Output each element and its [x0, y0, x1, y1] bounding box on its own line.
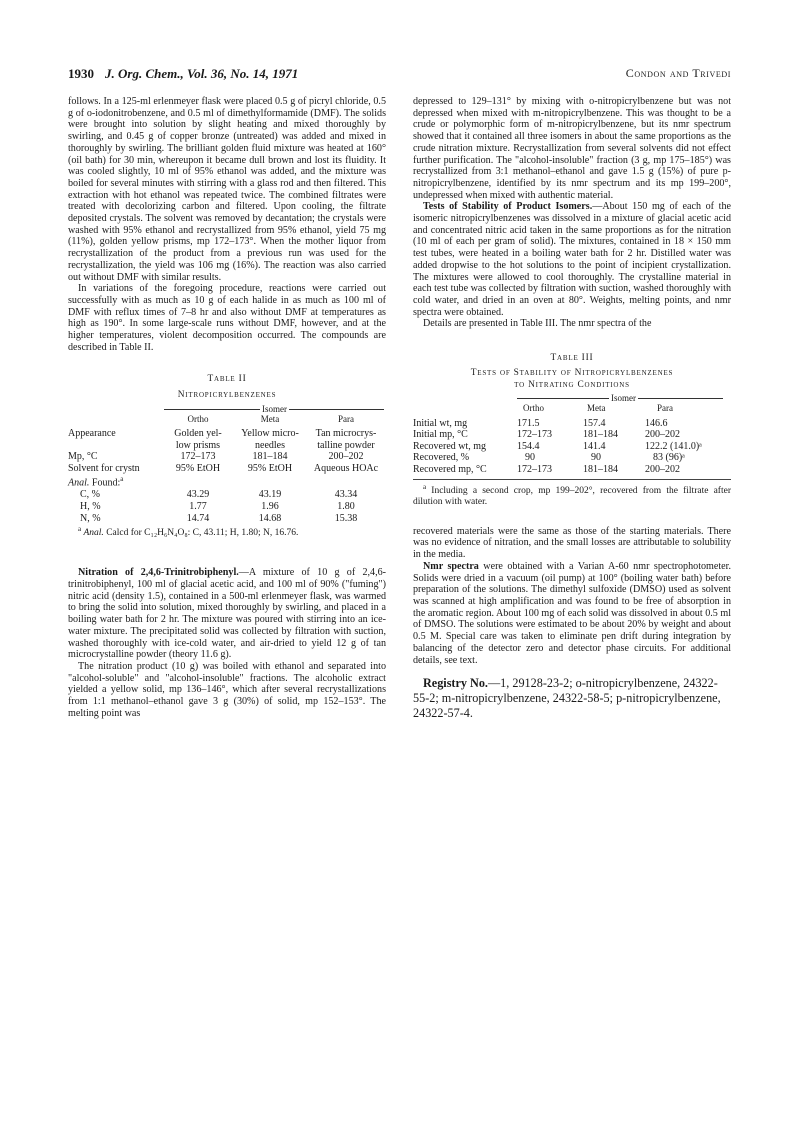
- table-row: Recovered mp, °C 172–173 181–184 200–202: [413, 464, 680, 476]
- isomer-bracket: [162, 404, 386, 414]
- paragraph: depressed to 129–131° by mixing with o-nitropicrylbenzene but was not depressed when mixed with m-nitropicrylbenzene. This was thought to be a crude or polymorphic form of m-nitropicrylbenzene, but its nmr spectrum showed that it contained all three isomers in about the same proportions as the crude nitration mixture. Recrystallization from several solvents did not effect further purification. The "alcohol-insoluble" fraction (3 g, mp 175–185°) was recrystallized from 3:1 methanol–ethanol and gave 1.5 g (15%) of pure p-nitropicrylbenzene, identified by its nmr spectrum and its mp 199–200°, undepressed when mixed with authentic material.: [413, 96, 731, 201]
- table-row: Initial mp, °C 172–173 181–184 200–202: [413, 429, 680, 441]
- table-row: Recovered, % 90 90 83 (96)ᵃ: [413, 452, 685, 464]
- paragraph: In variations of the foregoing procedure, reactions were carried out successfully with as much as 10 g of each halide in as much as 100 ml of DMF with reflux times of 7–8 hr and also without DMF at temperatures as high as 190°. In some large-scale runs without DMF, however, and at the higher temperatures, violent decomposition occurred. The compounds are described in Table II.: [68, 283, 386, 353]
- table-3-title: Table III: [550, 353, 594, 364]
- isomer-label: Isomer: [611, 393, 636, 404]
- col-header: Ortho: [187, 414, 209, 425]
- isomer-bracket: [517, 393, 731, 403]
- table-row: Initial wt, mg 171.5 157.4 146.6: [413, 417, 668, 429]
- table-row: Recovered wt, mg 154.4 141.4 122.2 (141.0)ᵃ: [413, 440, 702, 452]
- paragraph: Tests of Stability of Product Isomers.—About 150 mg of each of the isomeric nitropicrylbenzenes was dissolved in a mixture of glacial acetic acid and concentrated nitric acid taken in the same proportions as for the nitration (10 ml of each per gram of solid). The mixtures, contained in 18 × 150 mm test tubes, were heated in a boiling water bath for 2 hr. Distilled water was added dropwise to the hot solutions to the point of incipient crystallization. The mixtures were allowed to cool thoroughly. The crystalline material in each test tube was collected by filtration with suction, washed thoroughly with cold water, and dried in an oven at 80°. Weights, melting points, and nmr spectra were obtained.: [413, 201, 731, 318]
- table-row: Anal. Found:$^a$: [68, 475, 124, 489]
- page-header: [68, 66, 731, 84]
- paragraph: Details are presented in Table III. The nmr spectra of the: [423, 318, 652, 330]
- table-row: H, % 1.77 1.96 1.80: [80, 500, 355, 512]
- table-row: Solvent for crystn 95% EtOH 95% EtOH Aqueous HOAc: [68, 462, 379, 474]
- col-header: Ortho: [523, 403, 544, 414]
- table-3-footnote: $^a$ Including a second crop, mp 199–202°, recovered from the filtrate after dilution with water.: [413, 482, 731, 507]
- table-2-subtitle: Nitropicrylbenzenes: [177, 390, 277, 401]
- table-2-title: Table II: [207, 374, 247, 385]
- left-column: [68, 96, 386, 719]
- paragraph: Nitration of 2,4,6-Trinitrobiphenyl.—A mixture of 10 g of 2,4,6-trinitrobiphenyl, 100 ml of glacial acetic acid, and 100 ml of 90% ("fuming") nitric acid (density 1.5), contained in a 500-ml erlenmeyer flask, was warmed to bring the solid into solution, mixed thoroughly by swirling, and placed in a boiling water bath for 2 hr. The mixture was poured with stirring into an ice-water mixture. The precipitated solid was collected by filtration with suction, washed thoroughly with ice-cold water, and air-dried to yield 12 g of tan microcrystalline powder (theory 11.6 g).: [68, 567, 386, 661]
- right-column: [413, 96, 731, 721]
- col-header: Meta: [587, 403, 606, 414]
- table-3-subtitle: to Nitrating Conditions: [514, 380, 630, 391]
- paragraph: The nitration product (10 g) was boiled with ethanol and separated into "alcohol-soluble" and "alcohol-insoluble" fractions. The alcoholic extract yielded a yellow solid, mp 136–146°, which after several recrystallizations from 1:1 methanol–ethanol gave 3 g (30%) of solid, mp 152–153°. The melting point was: [68, 660, 386, 719]
- paragraph: Nmr spectra were obtained with a Varian A-60 nmr spectrophotometer. Solids were dried in a vacuum (oil pump) at 100° (boiling water bath) before preparation of the solutions. The dimethyl sulfoxide (DMSO) used as solvent was scanned at high amplification and was found to be free of absorption in the aromatic region. About 100 mg of each solid was dissolved in about 0.5 ml of DMSO. The solutions were estimated to be about 20% by weight and about 0.5 M. Special care was taken to eliminate pen drift during integration by balancing of the detector zero and detector phase circuits. For additional details, see text.: [413, 560, 731, 666]
- paragraph: recovered materials were the same as those of the starting materials. There was no evidence of nitration, and the small losses are attributable to solubility in the media.: [413, 525, 731, 561]
- registry-numbers: Registry No.—1, 29128-23-2; o-nitropicrylbenzene, 24322-55-2; m-nitropicrylbenzene, 24322-58-5; p-nitropicrylbenzene, 24322-57-4.: [413, 676, 721, 721]
- col-header: Para: [657, 403, 673, 414]
- table-row: C, % 43.29 43.19 43.34: [80, 489, 358, 501]
- table-row: N, % 14.74 14.68 15.38: [80, 512, 358, 524]
- journal-citation: J. Org. Chem., Vol. 36, No. 14, 1971: [105, 66, 299, 81]
- col-header: Meta: [260, 414, 280, 425]
- table-row: Appearance Golden yel- low prisms Yellow micro- needles Tan microcrys- talline powder: [68, 428, 377, 451]
- running-authors: Condon and Trivedi: [625, 66, 731, 80]
- table-row: Mp, °C 172–173 181–184 200–202: [68, 451, 364, 463]
- isomer-label: Isomer: [262, 404, 287, 415]
- table-2-footnote: $^a$ Anal. Calcd for C₁₂H₆N₄O₈: C, 43.11; H, 1.80; N, 16.76.: [78, 525, 299, 539]
- paragraph: follows. In a 125-ml erlenmeyer flask were placed 0.5 g of picryl chloride, 0.5 g of o-iodonitrobenzene, and 0.5 ml of dimethylformamide (DMF). The solids were brought into solution by slight heating and mixed thoroughly by swirling, and 0.45 g of copper bronze (untreated) was added and mixed in thoroughly by swirling. The brilliant golden fluid mixture was heated at 160° (oil bath) for 30 min, whereupon it became dull brown and lost its fluidity. It was cooled slightly, 10 ml of 95% ethanol was added, and the mixture was boiled for several minutes with stirring with a glass rod and then filtered. This extraction with hot ethanol was repeated twice. The combined filtrates were treated with decolorizing carbon and filtered. Upon cooling, the filtrate deposited crystals. The solvent was removed by decantation; the crystals were washed with 95% ethanol and recrystallized from 95% ethanol, yield 75 mg (11%), golden yellow prisms, mp 172–173°. When the mother liquor from recrystallization of the product from a previous run was used for the recrystallization, the yield was 106 mg (16%). The reaction was also carried out without DMF with similar results.: [68, 96, 386, 283]
- table-2: [68, 404, 386, 524]
- page-number: 1930: [68, 66, 94, 81]
- table-3-subtitle: Tests of Stability of Nitropicrylbenzenes: [470, 368, 674, 379]
- table-3-rule: [413, 479, 731, 480]
- col-header: Para: [338, 414, 354, 425]
- table-3: [413, 393, 731, 476]
